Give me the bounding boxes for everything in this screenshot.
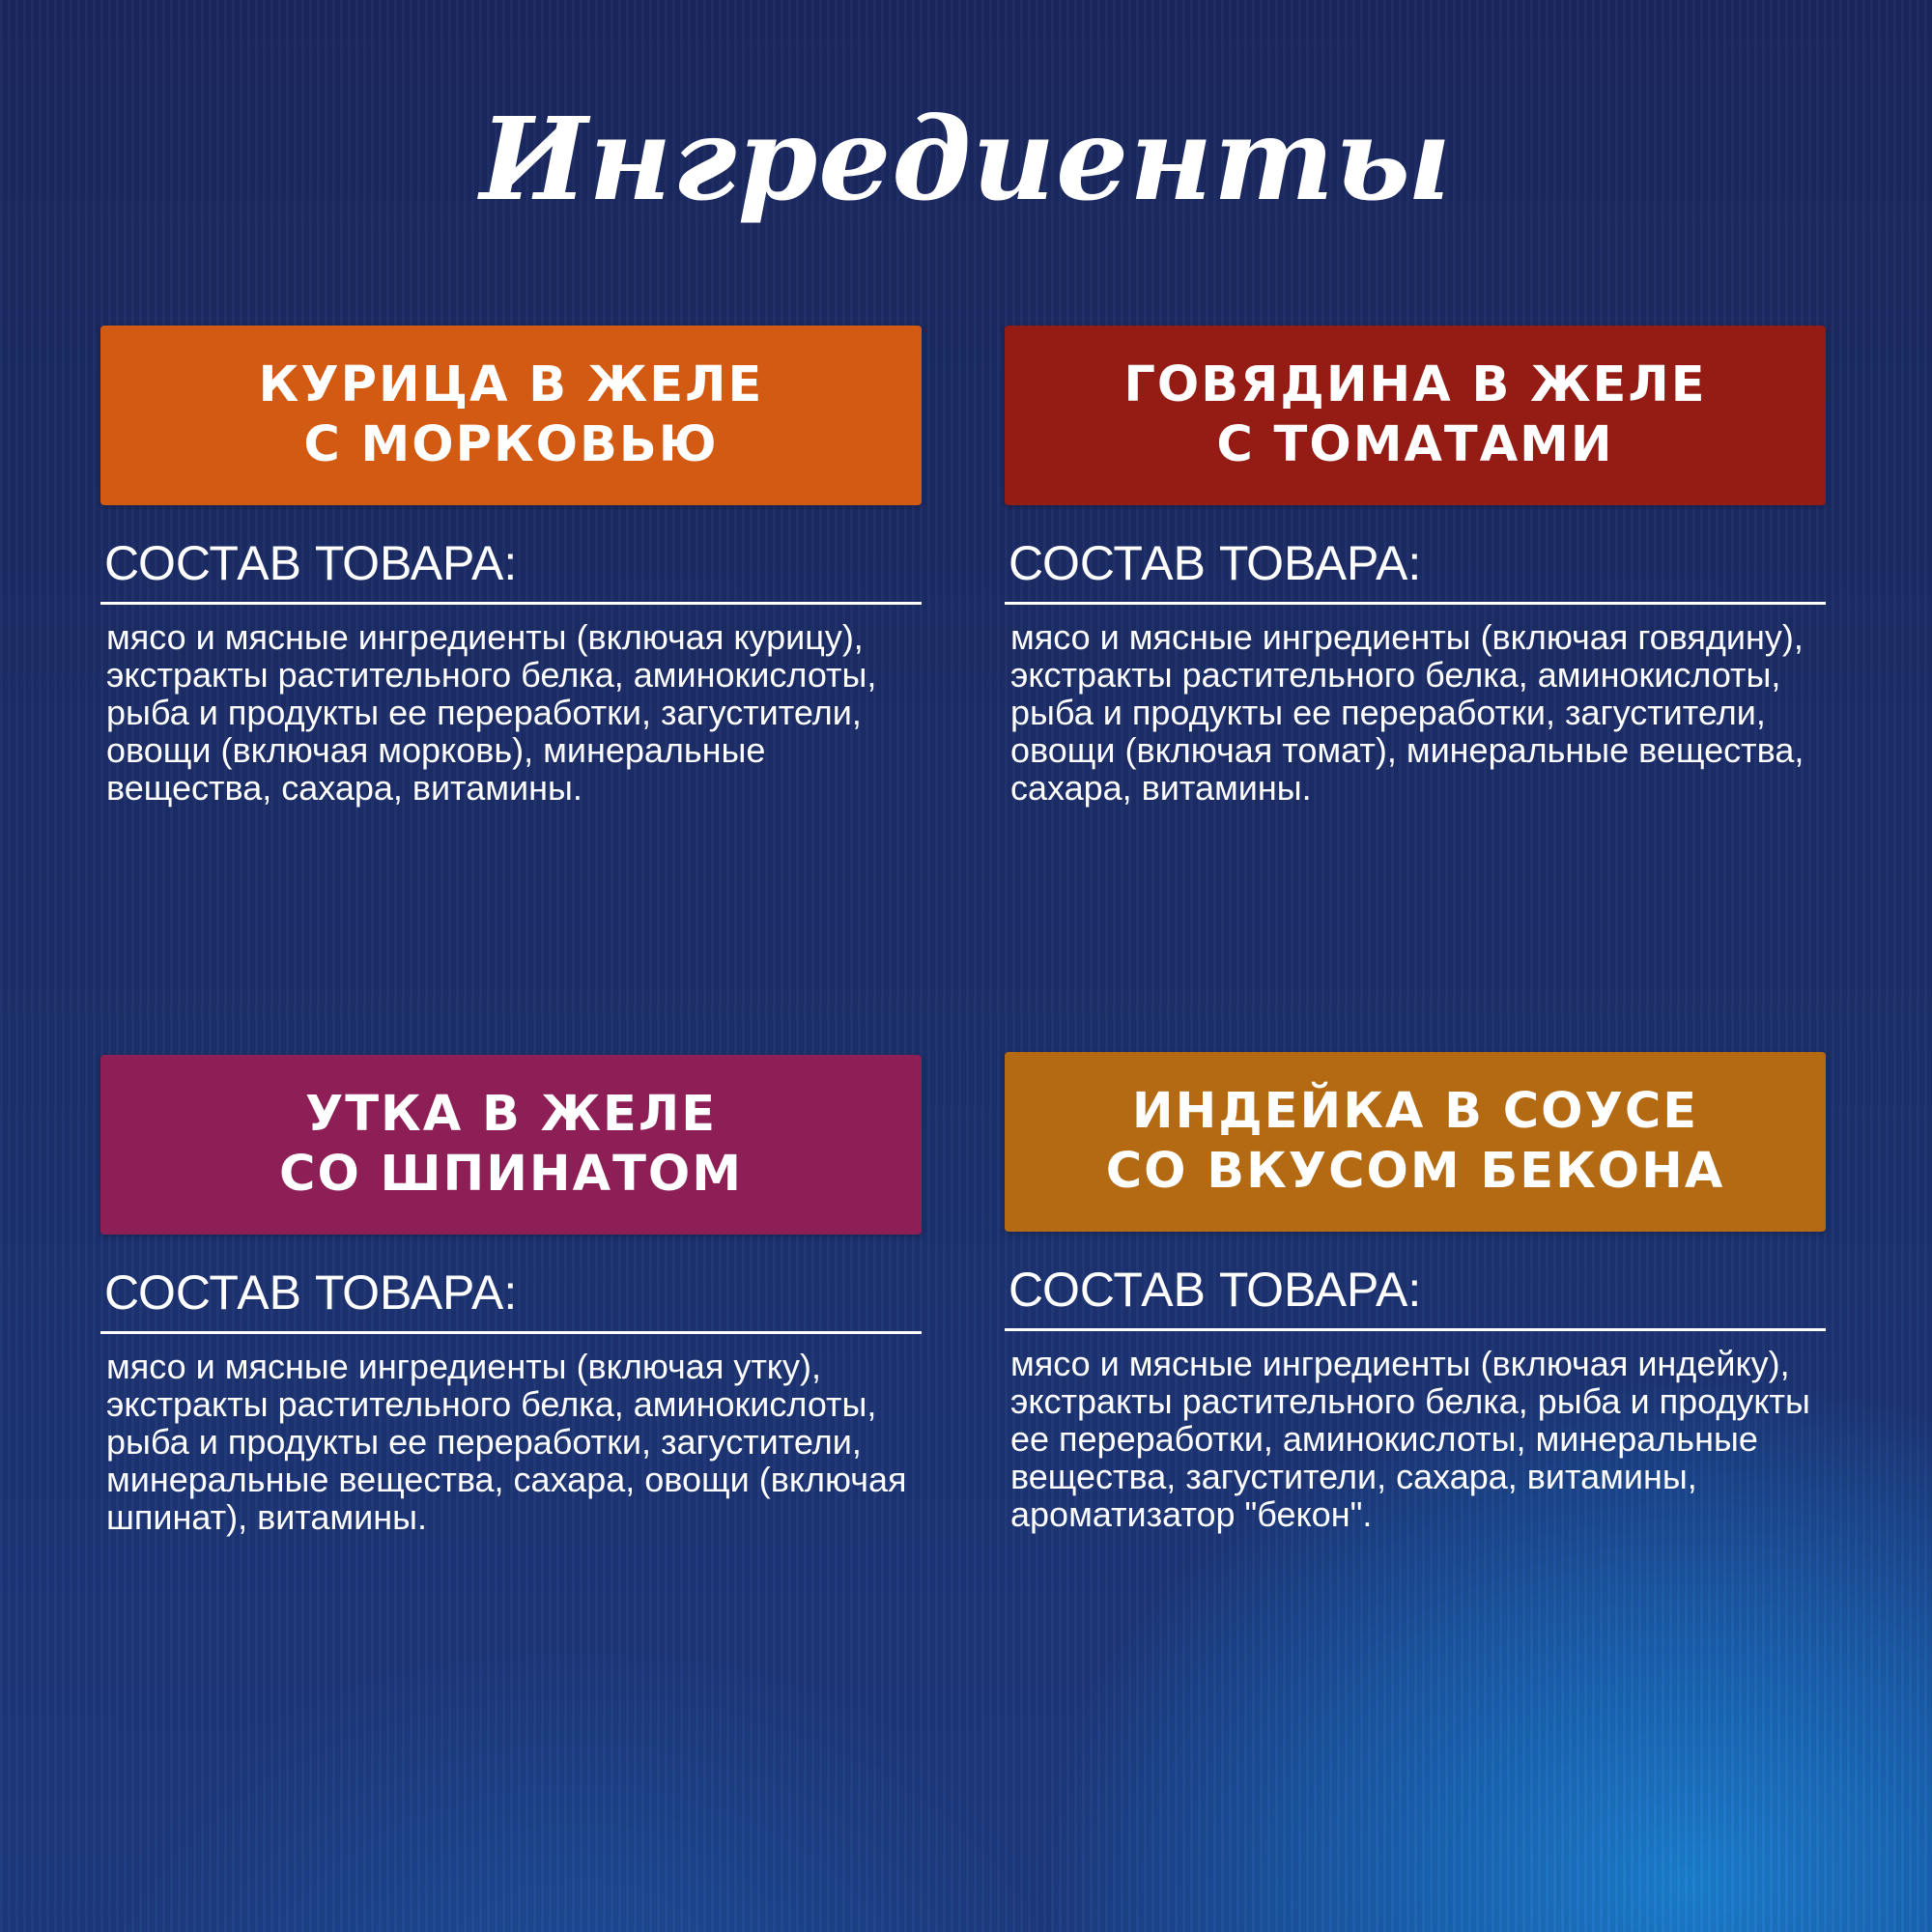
composition-label: СОСТАВ ТОВАРА: <box>1009 536 1422 590</box>
product-name-line2: С ТОМАТАМИ <box>1216 416 1614 473</box>
composition-label: СОСТАВ ТОВАРА: <box>104 536 518 590</box>
product-card-turkey <box>1005 1052 1826 1533</box>
divider <box>100 602 922 605</box>
product-name-line1: ИНДЕЙКА В СОУСЕ <box>1131 1083 1699 1140</box>
product-card-duck <box>100 1055 922 1536</box>
divider <box>100 1331 922 1334</box>
composition-label: СОСТАВ ТОВАРА: <box>104 1265 518 1320</box>
product-banner <box>1005 326 1826 505</box>
product-name-line1: УТКА В ЖЕЛЕ <box>304 1086 718 1143</box>
product-name-line1: КУРИЦА В ЖЕЛЕ <box>258 356 764 413</box>
composition-text: мясо и мясные ингредиенты (включая индейку), экстракты растительного белка, рыба и продукты ее переработки, аминокислоты, минеральные вещества, загустители, сахара, витамины, ароматизатор "бекон". <box>1010 1344 1810 1534</box>
product-banner <box>100 326 922 505</box>
composition-text: мясо и мясные ингредиенты (включая утку), экстракты растительного белка, аминокислоты, рыба и продукты ее переработки, загустители, минеральные вещества, сахара, овощи (включая шпинат), витамины. <box>106 1347 907 1537</box>
composition-label: СОСТАВ ТОВАРА: <box>1009 1263 1422 1317</box>
product-name-line2: СО ШПИНАТОМ <box>279 1146 743 1203</box>
product-name-line1: ГОВЯДИНА В ЖЕЛЕ <box>1123 356 1707 413</box>
product-name-line2: С МОРКОВЬЮ <box>303 416 719 473</box>
product-card-beef <box>1005 326 1826 807</box>
divider <box>1005 602 1826 605</box>
product-banner <box>1005 1052 1826 1232</box>
composition-text: мясо и мясные ингредиенты (включая говядину), экстракты растительного белка, аминокислоты, рыба и продукты ее переработки, загустители, овощи (включая томат), минеральные вещества, сахара, витамины. <box>1010 617 1804 808</box>
product-name-line2: СО ВКУСОМ БЕКОНА <box>1105 1143 1725 1200</box>
page-title: Ингредиенты <box>479 92 1453 226</box>
composition-text: мясо и мясные ингредиенты (включая курицу), экстракты растительного белка, аминокислоты, рыба и продукты ее переработки, загустители, овощи (включая морковь), минеральные вещества, сахара, витамины. <box>106 617 877 808</box>
divider <box>1005 1328 1826 1331</box>
product-banner <box>100 1055 922 1235</box>
product-card-chicken <box>100 326 922 807</box>
